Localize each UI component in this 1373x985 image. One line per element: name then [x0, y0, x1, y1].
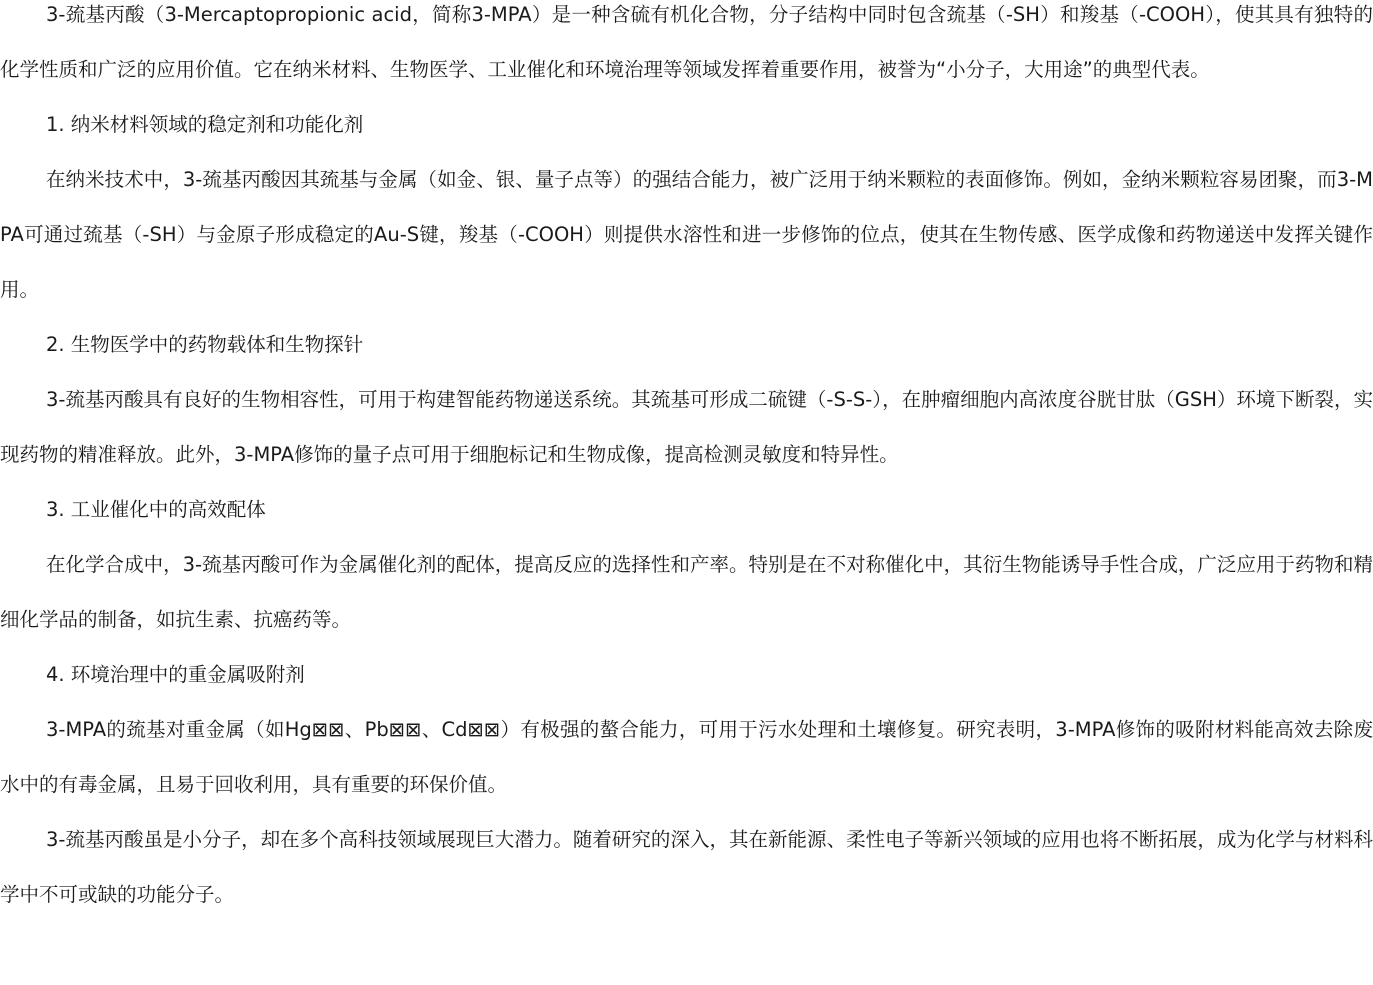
section-heading-environment: 4. 环境治理中的重金属吸附剂	[46, 663, 305, 686]
section-body-nanomaterials: 在纳米技术中，3-巯基丙酸因其巯基与金属（如金、银、量子点等）的强结合能力，被广泛用于纳米颗粒的表面修饰。例如，金纳米颗粒容易团聚，而3-MPA可通过巯基（-SH）与金原子形成稳定的Au-S键，羧基（-COOH）则提供水溶性和进一步修饰的位点，使其在生物传感、医学成像和药物递送中发挥关键作用。	[0, 168, 1373, 301]
section-body-biomedicine: 3-巯基丙酸具有良好的生物相容性，可用于构建智能药物递送系统。其巯基可形成二硫键（-S-S-），在肿瘤细胞内高浓度谷胱甘肽（GSH）环境下断裂，实现药物的精准释放。此外，3-MPA修饰的量子点可用于细胞标记和生物成像，提高检测灵敏度和特异性。	[0, 388, 1373, 466]
conclusion-paragraph: 3-巯基丙酸虽是小分子，却在多个高科技领域展现巨大潜力。随着研究的深入，其在新能源、柔性电子等新兴领域的应用也将不断拓展，成为化学与材料科学中不可或缺的功能分子。	[0, 828, 1373, 906]
section-body-catalysis: 在化学合成中，3-巯基丙酸可作为金属催化剂的配体，提高反应的选择性和产率。特别是在不对称催化中，其衍生物能诱导手性合成，广泛应用于药物和精细化学品的制备，如抗生素、抗癌药等。	[0, 553, 1373, 631]
section-heading-nanomaterials: 1. 纳米材料领域的稳定剂和功能化剂	[46, 113, 364, 136]
section-heading-catalysis: 3. 工业催化中的高效配体	[46, 498, 266, 521]
section-heading-biomedicine: 2. 生物医学中的药物载体和生物探针	[46, 333, 364, 356]
intro-paragraph: 3-巯基丙酸（3-Mercaptopropionic acid，简称3-MPA）是一种含硫有机化合物，分子结构中同时包含巯基（-SH）和羧基（-COOH），使其具有独特的化学性质和广泛的应用价值。它在纳米材料、生物医学、工业催化和环境治理等领域发挥着重要作用，被誉为“小分子，大用途”的典型代表。	[0, 3, 1373, 81]
section-body-environment: 3-MPA的巯基对重金属（如Hg⊠⊠、Pb⊠⊠、Cd⊠⊠）有极强的螯合能力，可用于污水处理和土壤修复。研究表明，3-MPA修饰的吸附材料能高效去除废水中的有毒金属，且易于回收利用，具有重要的环保价值。	[0, 718, 1373, 796]
